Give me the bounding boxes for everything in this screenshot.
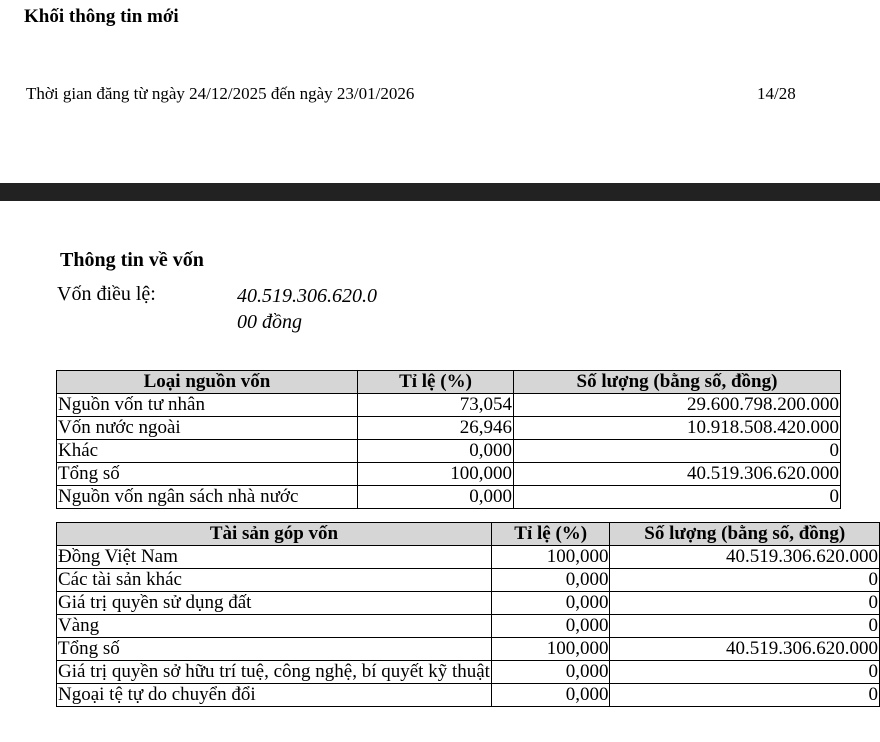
row-label: Giá trị quyền sử dụng đất [57,592,492,615]
contributed-assets-table [56,522,880,707]
table-row [57,394,841,417]
row-ratio: 100,000 [491,546,610,569]
posting-date-range: Thời gian đăng từ ngày 24/12/2025 đến ngày 23/01/2026 [26,84,415,103]
table-row [57,592,880,615]
table-row [57,546,880,569]
row-label: Nguồn vốn ngân sách nhà nước [57,486,358,509]
row-amount: 0 [610,592,880,615]
row-amount: 10.918.508.420.000 [514,417,841,440]
row-label: Nguồn vốn tư nhân [57,394,358,417]
row-amount: 0 [514,486,841,509]
row-label: Ngoại tệ tự do chuyển đổi [57,684,492,707]
row-ratio: 73,054 [358,394,514,417]
col-header-ratio: Tỉ lệ (%) [358,371,514,394]
row-ratio: 0,000 [358,440,514,463]
section-divider-bar [0,183,880,201]
row-label: Tổng số [57,638,492,661]
table-row [57,661,880,684]
row-amount: 0 [610,615,880,638]
charter-capital-value [237,283,377,335]
capital-sources-table [56,370,841,509]
table-row [57,684,880,707]
capital-section-title: Thông tin về vốn [60,249,204,271]
charter-capital-value-line2: 00 đồng [237,311,302,333]
table-row [57,440,841,463]
table-row [57,569,880,592]
page-title: Khối thông tin mới [24,6,179,27]
charter-capital-label: Vốn điều lệ: [57,283,156,305]
row-ratio: 100,000 [358,463,514,486]
row-label: Các tài sản khác [57,569,492,592]
row-label: Giá trị quyền sở hữu trí tuệ, công nghệ, bí quyết kỹ thuật [58,661,490,682]
row-ratio: 0,000 [491,684,610,707]
charter-capital-value-line1: 40.519.306.620.0 [237,285,377,307]
row-ratio: 100,000 [491,638,610,661]
row-label: Đồng Việt Nam [57,546,492,569]
col-header-ratio: Tỉ lệ (%) [491,523,610,546]
table-row [57,638,880,661]
col-header-amount: Số lượng (bằng số, đồng) [610,523,880,546]
row-amount: 0 [610,661,880,684]
row-ratio: 0,000 [491,592,610,615]
col-header-amount: Số lượng (bằng số, đồng) [514,371,841,394]
row-amount: 29.600.798.200.000 [514,394,841,417]
row-ratio: 0,000 [491,615,610,638]
table-row [57,463,841,486]
table-row [57,615,880,638]
row-ratio: 0,000 [358,486,514,509]
row-ratio: 26,946 [358,417,514,440]
table-header-row [57,371,841,394]
table-row [57,417,841,440]
row-label: Tổng số [57,463,358,486]
table-header-row [57,523,880,546]
page-number: 14/28 [757,84,796,103]
col-header-source-type: Loại nguồn vốn [57,371,358,394]
row-amount: 40.519.306.620.000 [610,546,880,569]
row-ratio: 0,000 [491,661,610,684]
col-header-asset-type: Tài sản góp vốn [57,523,492,546]
row-amount: 0 [514,440,841,463]
row-amount: 0 [610,684,880,707]
row-label: Khác [57,440,358,463]
row-amount: 40.519.306.620.000 [610,638,880,661]
row-ratio: 0,000 [491,569,610,592]
row-amount: 0 [610,569,880,592]
row-amount: 40.519.306.620.000 [514,463,841,486]
row-label: Vàng [57,615,492,638]
row-label: Vốn nước ngoài [57,417,358,440]
table-row [57,486,841,509]
